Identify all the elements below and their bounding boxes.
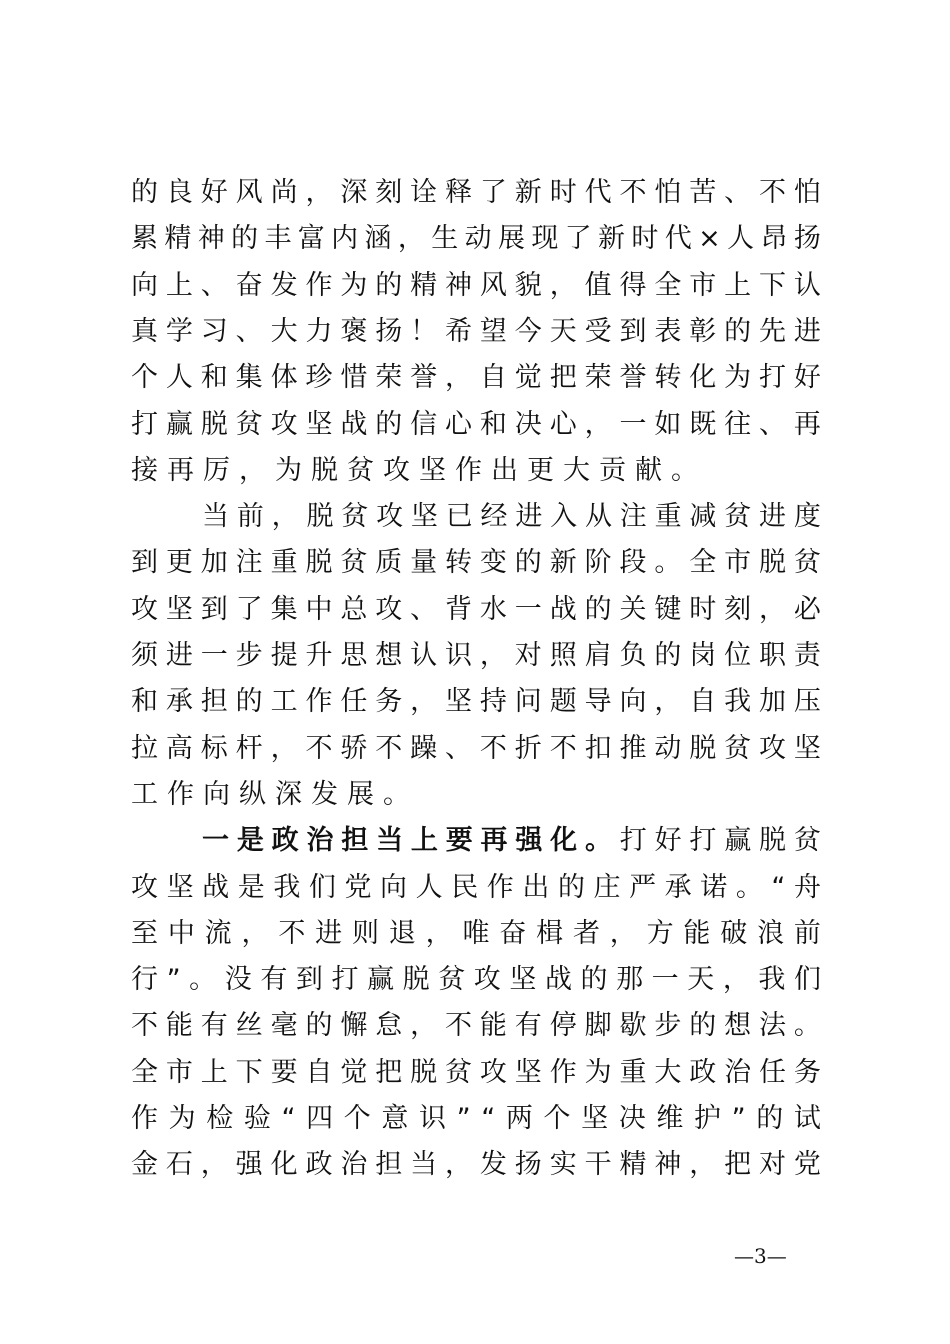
text-line: 全 市 上 下 要 自 觉 把 脱 贫 攻 坚 作 为 重 大 政 治 任 务 bbox=[131, 1056, 821, 1088]
text-line: 金 石 ， 强 化 政 治 担 当 ， 发 扬 实 干 精 神 ， 把 对 党 bbox=[131, 1149, 821, 1181]
text-line: 行 ” 。 没 有 到 打 赢 脱 贫 攻 坚 战 的 那 一 天 ， 我 们 bbox=[131, 964, 821, 996]
text-line: 须 进 一 步 提 升 思 想 认 识 ， 对 照 肩 负 的 岗 位 职 责 bbox=[131, 640, 821, 671]
text-line: 拉 高 标 杆 ， 不 骄 不 躁 、 不 折 不 扣 推 动 脱 贫 攻 坚 bbox=[131, 732, 821, 764]
text-line: 一 是 政 治 担 当 上 要 再 强 化 。 打 好 打 赢 脱 贫 bbox=[202, 825, 821, 857]
text-line: 个 人 和 集 体 珍 惜 荣 誉 ， 自 觉 把 荣 誉 转 化 为 打 好 bbox=[131, 362, 821, 394]
text-line: 接 再 厉 ， 为 脱 贫 攻 坚 作 出 更 大 贡 献 。 bbox=[131, 454, 698, 486]
text-line: 作 为 检 验 “ 四 个 意 识 ” “ 两 个 坚 决 维 护 ” 的 试 bbox=[131, 1103, 821, 1134]
text-line: 到 更 加 注 重 脱 贫 质 量 转 变 的 新 阶 段 。 全 市 脱 贫 bbox=[131, 547, 821, 579]
text-line: 打 赢 脱 贫 攻 坚 战 的 信 心 和 决 心 ， 一 如 既 往 、 再 bbox=[131, 408, 821, 440]
page-number: —3— bbox=[734, 1244, 787, 1268]
text-line: 至 中 流 ， 不 进 则 退 ， 唯 奋 楫 者 ， 方 能 破 浪 前 bbox=[131, 917, 821, 949]
text-line: 攻 坚 到 了 集 中 总 攻 、 背 水 一 战 的 关 键 时 刻 ， 必 bbox=[131, 593, 821, 625]
text-line: 的 良 好 风 尚 ， 深 刻 诠 释 了 新 时 代 不 怕 苦 、 不 怕 bbox=[131, 177, 821, 208]
text-line: 向 上 、 奋 发 作 为 的 精 神 风 貌 ， 值 得 全 市 上 下 认 bbox=[131, 269, 821, 301]
text-line: 当 前 ， 脱 贫 攻 坚 已 经 进 入 从 注 重 减 贫 进 度 bbox=[202, 501, 821, 533]
text-line: 和 承 担 的 工 作 任 务 ， 坚 持 问 题 导 向 ， 自 我 加 压 bbox=[131, 686, 821, 718]
text-line: 不 能 有 丝 毫 的 懈 怠 ， 不 能 有 停 脚 歇 步 的 想 法 。 bbox=[131, 1010, 821, 1042]
text-line: 累 精 神 的 丰 富 内 涵 ， 生 动 展 现 了 新 时 代 × 人 昂 扬 bbox=[131, 223, 821, 255]
text-line: 攻 坚 战 是 我 们 党 向 人 民 作 出 的 庄 严 承 诺 。 “ 舟 bbox=[131, 871, 821, 903]
text-line: 真 学 习 、 大 力 褒 扬 ！ 希 望 今 天 受 到 表 彰 的 先 进 bbox=[131, 315, 821, 347]
text-line: 工 作 向 纵 深 发 展 。 bbox=[131, 778, 410, 810]
